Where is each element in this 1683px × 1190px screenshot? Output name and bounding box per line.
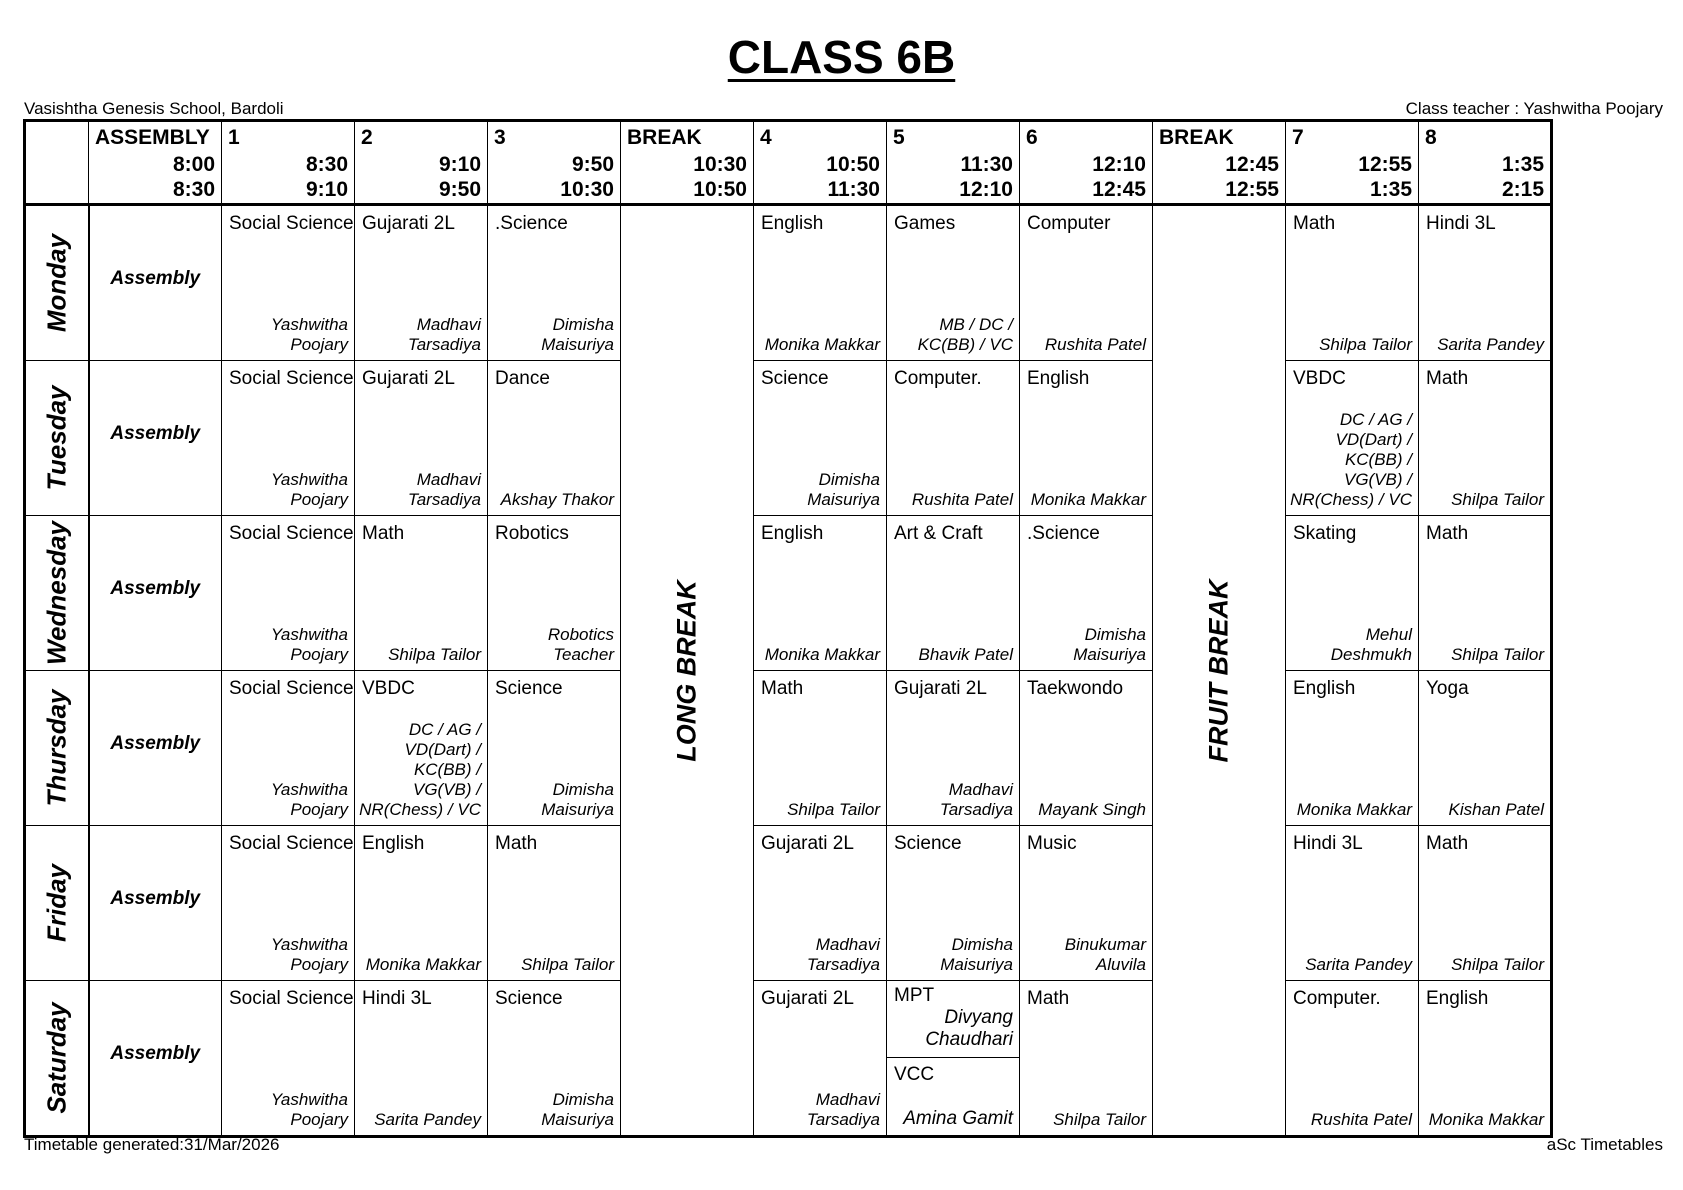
lesson-teacher: Monika Makkar (365, 955, 481, 974)
period-label: 5 (893, 126, 905, 149)
lesson-subject: Math (1426, 368, 1469, 389)
lesson-teacher: Madhavi Tarsadiya (407, 470, 481, 509)
period-start: 10:50 (826, 153, 880, 176)
lesson-cell (488, 516, 621, 671)
lesson-cell (1419, 205, 1552, 361)
period-start: 8:30 (305, 153, 348, 176)
lesson-teacher: Bhavik Patel (918, 645, 1013, 664)
generated-date: Timetable generated:31/Mar/2026 (24, 1135, 280, 1154)
lesson-cell (1286, 981, 1419, 1137)
assembly-label: Assembly (110, 1043, 201, 1064)
lesson-teacher: Shilpa Tailor (1451, 645, 1544, 664)
lesson-subject: Social Science (229, 833, 354, 854)
lesson-subject: Skating (1293, 523, 1357, 544)
lesson-cell (754, 516, 887, 671)
lesson-subject: Science (894, 833, 962, 854)
day-row (25, 981, 1552, 1137)
day-cell (25, 205, 89, 361)
lesson-subject: Gujarati 2L (362, 213, 455, 234)
lesson-cell (754, 981, 887, 1137)
day-name: Thursday (41, 689, 72, 807)
day-name: Wednesday (41, 520, 72, 666)
lesson-subject: English (761, 213, 824, 234)
lesson-cell (1419, 826, 1552, 981)
lesson-teacher: Rushita Patel (1044, 335, 1146, 354)
period-label: ASSEMBLY (95, 126, 210, 149)
lesson-teacher: Binukumar Aluvila (1064, 935, 1146, 974)
lesson-teacher: Yashwitha Poojary (270, 315, 348, 354)
lesson-teacher: Robotics Teacher (547, 625, 614, 664)
lesson-teacher: Divyang Chaudhari (925, 1007, 1013, 1050)
period-header (222, 121, 355, 205)
period-header (355, 121, 488, 205)
lesson-teacher: Dimisha Maisuriya (807, 470, 880, 509)
lesson-teacher: Yashwitha Poojary (270, 780, 348, 819)
long-break-cell (621, 205, 754, 1137)
assembly-cell (89, 826, 222, 981)
lesson-cell (1020, 205, 1153, 361)
lesson-subject: Hindi 3L (1426, 213, 1496, 234)
lesson-subject: Science (495, 988, 563, 1009)
lesson-subject: Math (1426, 523, 1469, 544)
lesson-cell (488, 981, 621, 1137)
lesson-subject: VCC (894, 1064, 935, 1085)
assembly-label: Assembly (110, 268, 201, 289)
lesson-cell (355, 981, 488, 1137)
lesson-subject: Social Science (229, 523, 354, 544)
lesson-teacher: Shilpa Tailor (388, 645, 481, 664)
assembly-label: Assembly (110, 578, 201, 599)
period-end: 11:30 (827, 178, 880, 201)
period-end: 2:15 (1501, 178, 1544, 201)
corner-cell (25, 121, 89, 205)
lesson-teacher: Madhavi Tarsadiya (407, 315, 481, 354)
lesson-teacher: Akshay Thakor (500, 490, 614, 509)
lesson-teacher: Kishan Patel (1448, 800, 1544, 819)
lesson-cell (887, 205, 1020, 361)
lesson-teacher: Rushita Patel (911, 490, 1013, 509)
lesson-cell (222, 671, 355, 826)
long-break-label: LONG BREAK (671, 579, 702, 762)
lesson-subject: VBDC (1293, 368, 1346, 389)
day-name: Tuesday (41, 385, 72, 491)
lesson-cell (1020, 671, 1153, 826)
lesson-subject: .Science (1027, 523, 1100, 544)
lesson-subject: Robotics (495, 523, 569, 544)
lesson-subject: Science (495, 678, 563, 699)
header-row (25, 121, 1552, 205)
lesson-cell (1419, 361, 1552, 516)
period-header (754, 121, 887, 205)
fruit-break-label: FRUIT BREAK (1203, 579, 1234, 762)
lesson-subject: Gujarati 2L (761, 833, 854, 854)
assembly-cell (89, 205, 222, 361)
day-name: Friday (41, 863, 72, 943)
lesson-cell (1020, 826, 1153, 981)
lesson-cell (887, 516, 1020, 671)
day-row (25, 671, 1552, 826)
lesson-cell (488, 205, 621, 361)
period-label: 7 (1292, 126, 1304, 149)
lesson-cell (1286, 671, 1419, 826)
lesson-teacher: Yashwitha Poojary (270, 935, 348, 974)
period-end: 12:45 (1092, 178, 1146, 201)
lesson-cell (887, 981, 1020, 1137)
day-name: Monday (41, 233, 72, 333)
lesson-cell (1419, 981, 1552, 1137)
lesson-teacher: Madhavi Tarsadiya (939, 780, 1013, 819)
lesson-cell (355, 361, 488, 516)
day-row (25, 516, 1552, 671)
lesson-cell (488, 361, 621, 516)
day-cell (25, 516, 89, 671)
lesson-subject: Hindi 3L (1293, 833, 1363, 854)
lesson-subject: English (1027, 368, 1090, 389)
period-start: 12:45 (1225, 153, 1279, 176)
lesson-subject: Math (1426, 833, 1469, 854)
lesson-teacher: Mayank Singh (1038, 800, 1146, 819)
lesson-subject: Math (1027, 988, 1070, 1009)
period-start: 11:30 (960, 153, 1013, 176)
period-start: 8:00 (172, 153, 215, 176)
lesson-subject: Social Science (229, 988, 354, 1009)
software-credit: aSc Timetables (1546, 1135, 1663, 1154)
lesson-cell (222, 981, 355, 1137)
period-end: 9:50 (438, 178, 481, 201)
lesson-teacher: Shilpa Tailor (1451, 490, 1544, 509)
lesson-teacher: Monika Makkar (1296, 800, 1412, 819)
lesson-teacher: Yashwitha Poojary (270, 625, 348, 664)
lesson-cell (222, 516, 355, 671)
lesson-teacher: Monika Makkar (764, 335, 880, 354)
day-cell (25, 671, 89, 826)
assembly-label: Assembly (110, 888, 201, 909)
period-header (488, 121, 621, 205)
lesson-cell (887, 361, 1020, 516)
period-header (1286, 121, 1419, 205)
lesson-teacher: Monika Makkar (764, 645, 880, 664)
lesson-subject: Art & Craft (894, 523, 983, 544)
lesson-teacher: Yashwitha Poojary (270, 1090, 348, 1129)
lesson-cell (754, 826, 887, 981)
period-end: 9:10 (305, 178, 348, 201)
lesson-subject: English (362, 833, 425, 854)
lesson-teacher: Shilpa Tailor (1319, 335, 1412, 354)
lesson-subject: Social Science (229, 678, 354, 699)
assembly-cell (89, 981, 222, 1137)
lesson-cell (355, 671, 488, 826)
lesson-teacher: Sarita Pandey (374, 1110, 481, 1129)
lesson-subject: Math (1293, 213, 1336, 234)
lesson-cell (355, 205, 488, 361)
day-cell (25, 981, 89, 1137)
lesson-cell (754, 671, 887, 826)
lesson-teacher: Yashwitha Poojary (270, 470, 348, 509)
page-title: CLASS 6B (727, 31, 956, 83)
period-start: 9:10 (438, 153, 481, 176)
lesson-subject: Gujarati 2L (894, 678, 987, 699)
period-start: 12:55 (1358, 153, 1412, 176)
lesson-cell (1419, 671, 1552, 826)
lesson-teacher: Madhavi Tarsadiya (806, 935, 880, 974)
period-end: 10:30 (560, 178, 614, 201)
lesson-subject: Yoga (1426, 678, 1469, 699)
lesson-subject: VBDC (362, 678, 415, 699)
period-start: 9:50 (571, 153, 614, 176)
lesson-cell (355, 826, 488, 981)
lesson-cell (488, 826, 621, 981)
assembly-cell (89, 671, 222, 826)
lesson-teacher: Shilpa Tailor (1451, 955, 1544, 974)
lesson-cell (1419, 516, 1552, 671)
lesson-cell (1020, 981, 1153, 1137)
period-header (1020, 121, 1153, 205)
day-cell (25, 361, 89, 516)
lesson-cell (1286, 826, 1419, 981)
lesson-teacher: Dimisha Maisuriya (940, 935, 1013, 974)
lesson-teacher: Shilpa Tailor (1053, 1110, 1146, 1129)
assembly-label: Assembly (110, 423, 201, 444)
lesson-subject: Social Science (229, 368, 354, 389)
day-row (25, 205, 1552, 361)
lesson-subject: Dance (495, 368, 550, 389)
period-end: 8:30 (172, 178, 215, 201)
period-end: 10:50 (693, 178, 747, 201)
period-label: BREAK (627, 126, 702, 149)
school-name: Vasishtha Genesis School, Bardoli (24, 99, 284, 118)
lesson-subject: Social Science (229, 213, 354, 234)
lesson-teacher: Amina Gamit (903, 1108, 1013, 1129)
period-end: 12:10 (959, 178, 1013, 201)
lesson-teacher: Shilpa Tailor (787, 800, 880, 819)
lesson-subject: Hindi 3L (362, 988, 432, 1009)
lesson-teacher: Sarita Pandey (1437, 335, 1544, 354)
split-lesson-bottom (887, 1058, 1019, 1135)
lesson-subject: Gujarati 2L (761, 988, 854, 1009)
lesson-subject: Math (761, 678, 804, 699)
lesson-teacher: MB / DC / KC(BB) / VC (917, 315, 1013, 354)
lesson-subject: Math (362, 523, 405, 544)
lesson-teacher: Madhavi Tarsadiya (806, 1090, 880, 1129)
period-end: 1:35 (1369, 178, 1412, 201)
lesson-subject: Computer. (894, 368, 982, 389)
lesson-subject: Computer (1027, 213, 1111, 234)
period-start: 12:10 (1092, 153, 1146, 176)
period-label: 8 (1425, 126, 1437, 149)
lesson-subject: MPT (894, 985, 935, 1006)
period-label: 1 (228, 126, 240, 149)
day-row (25, 361, 1552, 516)
lesson-subject: English (1426, 988, 1489, 1009)
lesson-teacher: DC / AG / VD(Dart) / KC(BB) / VG(VB) / NR(Chess) / VC (359, 720, 481, 819)
period-label: 2 (361, 126, 373, 149)
lesson-cell (222, 826, 355, 981)
period-label: 6 (1026, 126, 1038, 149)
lesson-teacher: DC / AG / VD(Dart) / KC(BB) / VG(VB) / NR(Chess) / VC (1290, 410, 1412, 509)
lesson-cell (1286, 361, 1419, 516)
lesson-teacher: Sarita Pandey (1305, 955, 1412, 974)
period-header (89, 121, 222, 205)
lesson-cell (222, 205, 355, 361)
lesson-subject: Games (894, 213, 956, 234)
lesson-teacher: Monika Makkar (1428, 1110, 1544, 1129)
timetable (23, 119, 1553, 1138)
split-lesson-top (887, 981, 1019, 1058)
period-start: 1:35 (1501, 153, 1544, 176)
lesson-cell (1020, 361, 1153, 516)
lesson-subject: Science (761, 368, 829, 389)
lesson-cell (1286, 516, 1419, 671)
lesson-subject: Taekwondo (1027, 678, 1124, 699)
period-header (1153, 121, 1286, 205)
lesson-teacher: Dimisha Maisuriya (541, 780, 614, 819)
lesson-teacher: Dimisha Maisuriya (541, 1090, 614, 1129)
lesson-subject: Gujarati 2L (362, 368, 455, 389)
lesson-subject: English (761, 523, 824, 544)
lesson-cell (1020, 516, 1153, 671)
lesson-cell (222, 361, 355, 516)
period-label: BREAK (1159, 126, 1234, 149)
day-name: Saturday (41, 1002, 72, 1114)
lesson-cell (887, 671, 1020, 826)
lesson-subject: Music (1027, 833, 1077, 854)
class-teacher: Class teacher : Yashwitha Poojary (1405, 99, 1663, 118)
period-header (621, 121, 754, 205)
lesson-teacher: Rushita Patel (1310, 1110, 1412, 1129)
assembly-cell (89, 361, 222, 516)
lesson-cell (754, 361, 887, 516)
assembly-cell (89, 516, 222, 671)
lesson-subject: English (1293, 678, 1356, 699)
lesson-subject: Computer. (1293, 988, 1381, 1009)
period-start: 10:30 (693, 153, 747, 176)
period-label: 4 (760, 126, 772, 149)
assembly-label: Assembly (110, 733, 201, 754)
lesson-teacher: Dimisha Maisuriya (541, 315, 614, 354)
lesson-teacher: Dimisha Maisuriya (1073, 625, 1146, 664)
fruit-break-cell (1153, 205, 1286, 1137)
lesson-cell (754, 205, 887, 361)
period-header (887, 121, 1020, 205)
day-cell (25, 826, 89, 981)
lesson-cell (355, 516, 488, 671)
lesson-cell (887, 826, 1020, 981)
lesson-teacher: Monika Makkar (1030, 490, 1146, 509)
period-label: 3 (494, 126, 506, 149)
lesson-teacher: Shilpa Tailor (521, 955, 614, 974)
lesson-teacher: Mehul Deshmukh (1330, 625, 1412, 664)
lesson-subject: .Science (495, 213, 568, 234)
day-row (25, 826, 1552, 981)
period-end: 12:55 (1225, 178, 1279, 201)
period-header (1419, 121, 1552, 205)
lesson-cell (488, 671, 621, 826)
lesson-subject: Math (495, 833, 538, 854)
lesson-cell (1286, 205, 1419, 361)
